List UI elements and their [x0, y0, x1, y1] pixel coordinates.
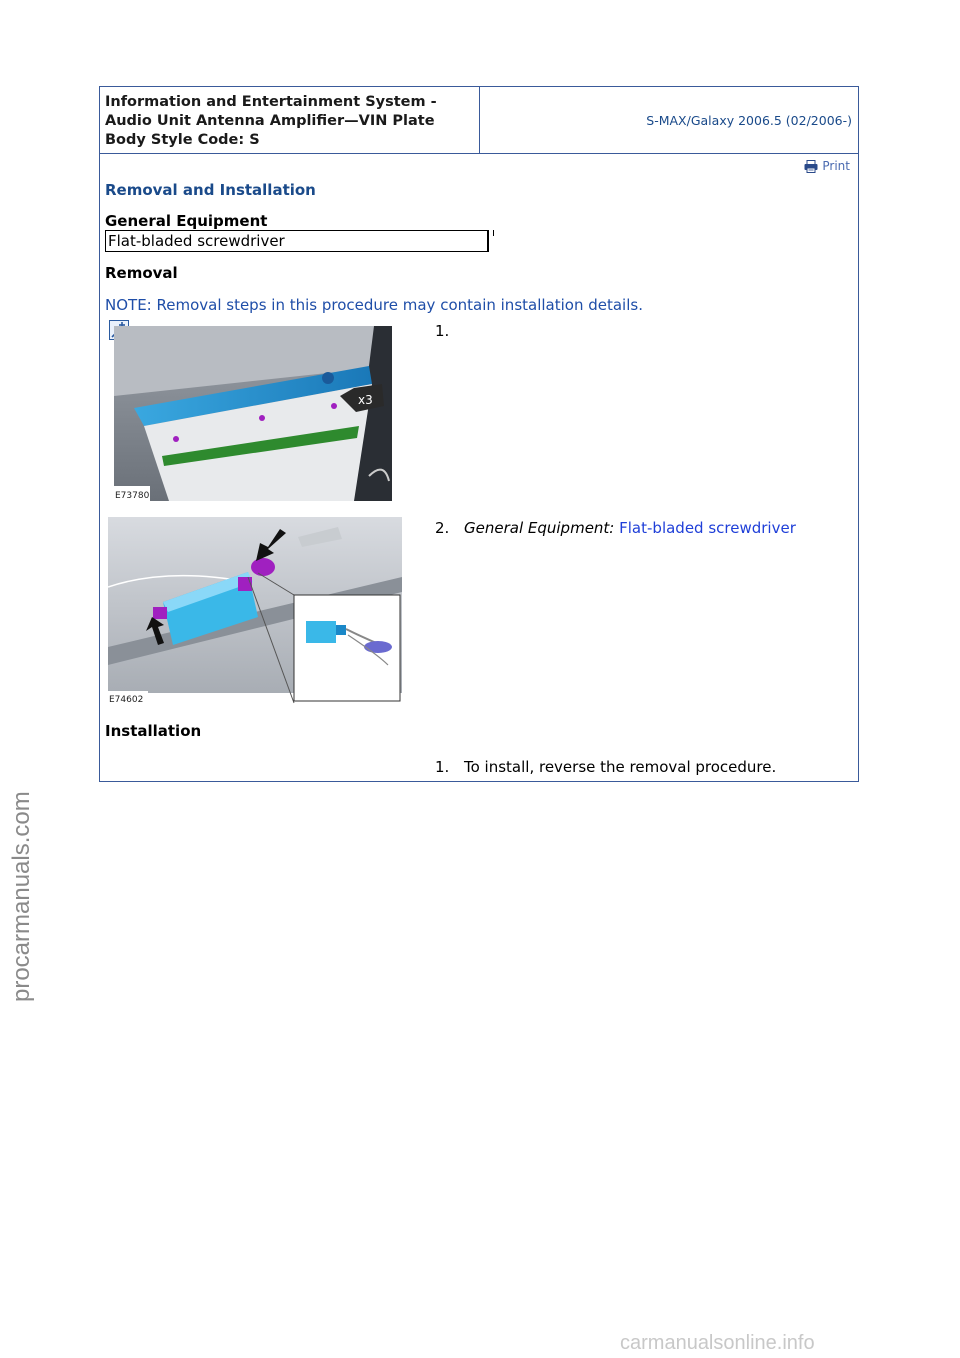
printer-icon: [804, 160, 818, 173]
general-equipment-label: General Equipment:: [464, 519, 615, 537]
general-equipment-heading: General Equipment: [105, 212, 268, 230]
installation-heading: Installation: [105, 722, 202, 740]
svg-text:x3: x3: [358, 393, 373, 407]
equipment-table-tick: [493, 230, 494, 236]
title-line-2: Audio Unit Antenna Amplifier—VIN Plate: [105, 113, 435, 129]
document-header: [100, 87, 858, 154]
document-frame: [99, 86, 859, 782]
removal-step2-number: 2.: [435, 519, 450, 537]
flat-bladed-screwdriver-link[interactable]: Flat-bladed screwdriver: [619, 519, 796, 537]
title-line-1: Information and Entertainment System -: [105, 94, 437, 110]
document-title: [105, 93, 475, 150]
removal-installation-heading: Removal and Installation: [105, 181, 316, 199]
side-watermark-text: procarmanuals.com: [8, 791, 35, 1002]
figure-step2-id: E74602: [109, 695, 144, 705]
installation-step1-text: To install, reverse the removal procedure.: [464, 758, 777, 776]
equipment-item: Flat-bladed screwdriver: [105, 230, 489, 252]
title-line-3: Body Style Code: S: [105, 132, 260, 148]
removal-heading: Removal: [105, 264, 178, 282]
model-applicability: S-MAX/Galaxy 2006.5 (02/2006-): [646, 113, 852, 128]
figure-step2: [108, 517, 402, 705]
bottom-watermark: carmanualsonline.info: [620, 1332, 815, 1354]
figure-step1-id: E73780: [115, 491, 150, 501]
print-label: Print: [822, 159, 850, 173]
removal-note: NOTE: Removal steps in this procedure may contain installation details.: [105, 296, 643, 314]
removal-step2-text: [464, 519, 796, 537]
installation-step1-number: 1.: [435, 758, 450, 776]
figure-step1: [114, 326, 392, 501]
print-link[interactable]: [804, 159, 850, 173]
side-watermark: [8, 772, 52, 1002]
header-divider: [479, 87, 480, 153]
removal-step1-number: 1.: [435, 322, 450, 340]
